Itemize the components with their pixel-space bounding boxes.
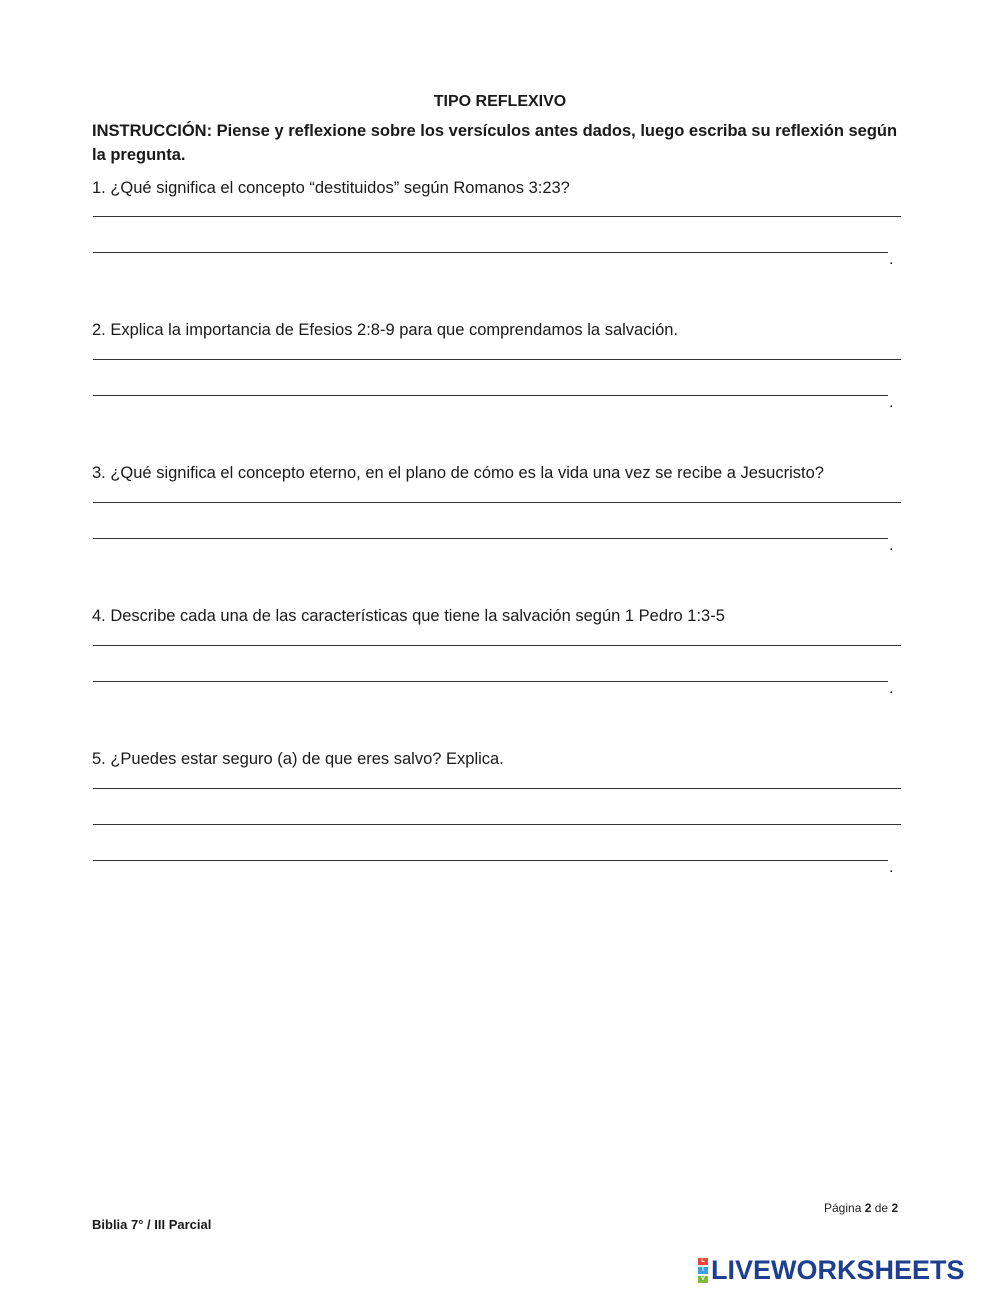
answer-line-4b[interactable] [93,681,888,682]
page-total: 2 [891,1201,899,1215]
question-2: 2. Explica la importancia de Efesios 2:8-9 para que comprendamos la salvación. [92,321,679,339]
logo-letter: I [698,1267,708,1274]
answer-line-5c[interactable] [93,860,888,861]
answer-line-2b[interactable] [93,395,888,396]
line-end-dot: . [889,859,894,876]
page-title: TIPO REFLEXIVO [433,93,567,110]
question-1: 1. ¿Qué significa el concepto “destituidos” según Romanos 3:23? [92,179,570,197]
brand-name: LIVEWORKSHEETS [711,1254,965,1285]
liveworksheets-logo [698,1254,965,1285]
answer-line-3b[interactable] [93,538,888,539]
line-end-dot: . [889,537,894,554]
question-4: 4. Describe cada una de las características que tiene la salvación según 1 Pedro 1:3-5 [92,607,725,625]
page-prefix: Página [824,1201,862,1215]
course-label: Biblia 7° / III Parcial [92,1217,212,1232]
answer-line-1a[interactable] [93,216,901,217]
answer-line-5b[interactable] [93,824,901,825]
logo-letter: L [698,1258,708,1265]
line-end-dot: . [889,680,894,697]
instruction-text: INSTRUCCIÓN: Piense y reflexione sobre los versículos antes dados, luego escriba su reflexión según la pregunta. [92,122,898,164]
answer-line-3a[interactable] [93,502,901,503]
answer-line-2a[interactable] [93,359,901,360]
question-3: 3. ¿Qué significa el concepto eterno, en el plano de cómo es la vida una vez se recibe a Jesucristo? [92,464,824,482]
line-end-dot: . [889,251,894,268]
question-5: 5. ¿Puedes estar seguro (a) de que eres salvo? Explica. [92,750,504,768]
page-current: 2 [864,1201,872,1215]
live-blocks-icon [698,1257,708,1284]
answer-line-5a[interactable] [93,788,901,789]
answer-line-1b[interactable] [93,252,888,253]
page-separator: de [874,1201,889,1215]
answer-line-4a[interactable] [93,645,901,646]
page-number [824,1201,898,1215]
logo-letter: V [698,1276,708,1283]
line-end-dot: . [889,394,894,411]
